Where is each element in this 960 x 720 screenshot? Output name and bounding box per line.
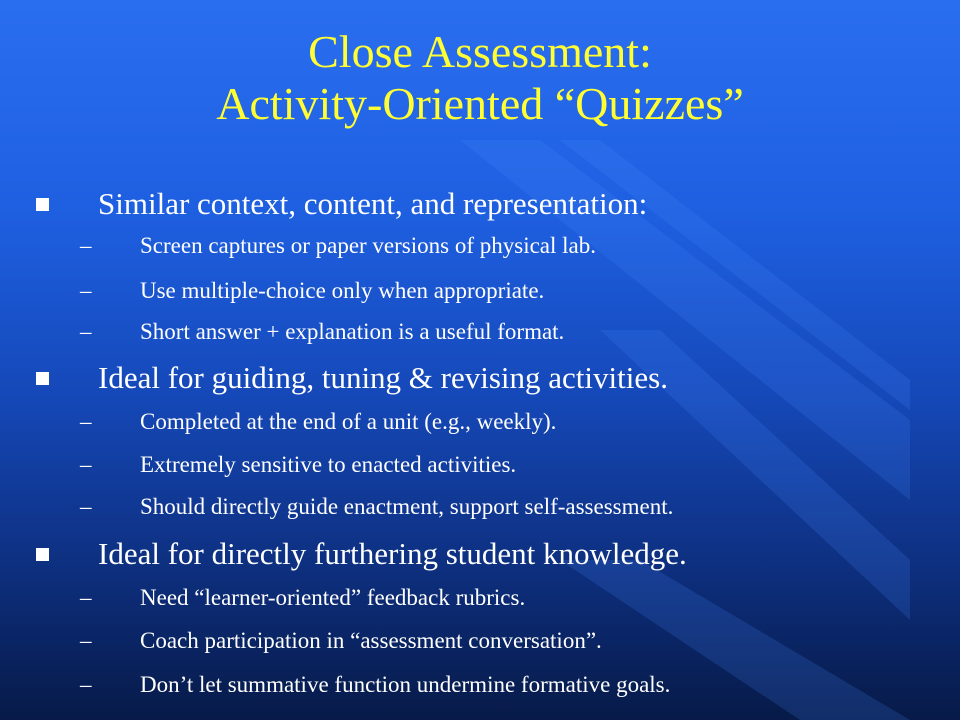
sub-item-text: Need “learner-oriented” feedback rubrics. bbox=[140, 585, 526, 610]
square-bullet-icon bbox=[36, 372, 49, 385]
dash-marker: – bbox=[80, 233, 92, 258]
sub-item-text: Completed at the end of a unit (e.g., weekly). bbox=[140, 409, 557, 434]
sub-item-text: Coach participation in “assessment conversation”. bbox=[140, 628, 602, 653]
dash-marker: – bbox=[80, 278, 92, 303]
sub-item-text: Screen captures or paper versions of physical lab. bbox=[140, 233, 597, 258]
sub-item-text: Use multiple-choice only when appropriate. bbox=[140, 278, 545, 303]
sub-item-text: Should directly guide enactment, support self-assessment. bbox=[140, 494, 674, 519]
square-bullet-icon bbox=[36, 548, 49, 561]
sub-item-text: Don’t let summative function undermine formative goals. bbox=[140, 672, 671, 697]
title-line-2: Activity-Oriented “Quizzes” bbox=[216, 78, 744, 129]
bullet-text: Similar context, content, and representation: bbox=[98, 186, 648, 221]
bullet-text: Ideal for guiding, tuning & revising activities. bbox=[98, 360, 668, 395]
dash-marker: – bbox=[80, 409, 92, 434]
dash-marker: – bbox=[80, 628, 92, 653]
bullet-text: Ideal for directly furthering student knowledge. bbox=[98, 536, 687, 571]
sub-item-text: Extremely sensitive to enacted activities. bbox=[140, 452, 517, 477]
title-line-1: Close Assessment: bbox=[308, 26, 652, 77]
dash-marker: – bbox=[80, 319, 92, 344]
sub-item-text: Short answer + explanation is a useful format. bbox=[140, 319, 565, 344]
dash-marker: – bbox=[80, 494, 92, 519]
dash-marker: – bbox=[80, 585, 92, 610]
dash-marker: – bbox=[80, 672, 92, 697]
dash-marker: – bbox=[80, 452, 92, 477]
square-bullet-icon bbox=[36, 198, 49, 211]
